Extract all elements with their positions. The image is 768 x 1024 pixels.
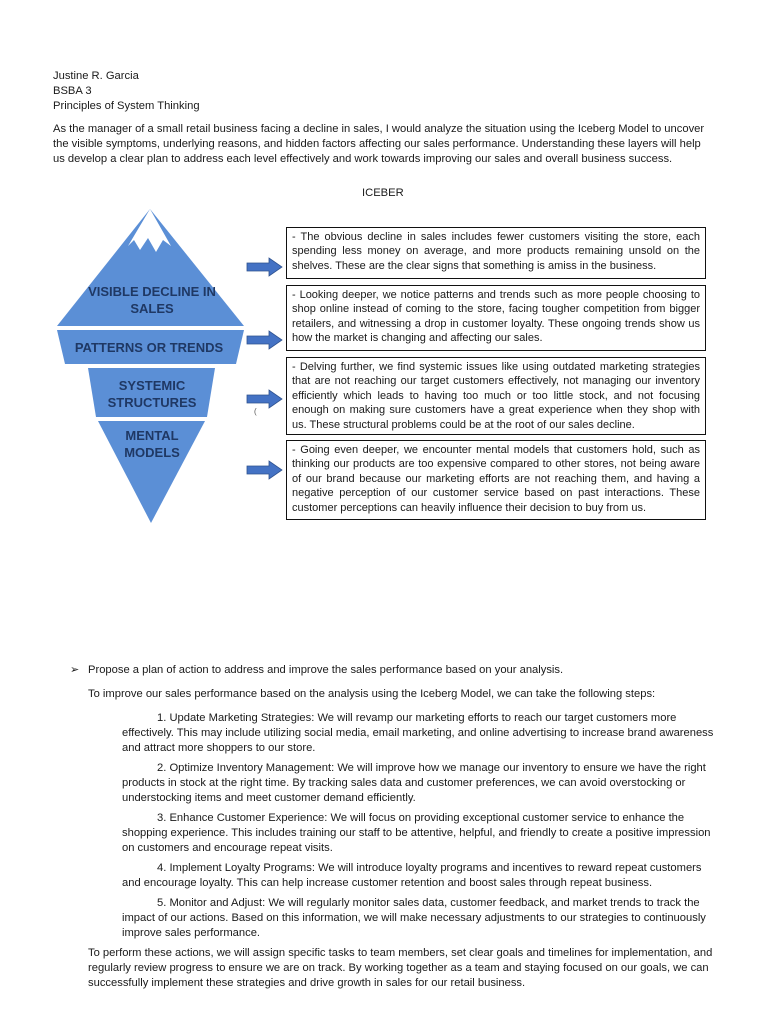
explanation-box-systemic: - Delving further, we find systemic issues like using outdated marketing strategies that are not reaching our target customers effectively, not managing our inventory efficiently which leads to having too much or too little stock, and not focusing enough on making sure customers have a great experience when they shop with us. These structural problems could be at the root of our sales decline.	[286, 357, 706, 435]
plan-steps-list	[70, 711, 720, 941]
layer-label-visible-line1: VISIBLE DECLINE IN	[88, 284, 216, 299]
arrow-icon	[247, 258, 282, 276]
author-section: BSBA 3	[53, 85, 92, 97]
stray-mark: (	[254, 407, 257, 416]
plan-step: 3. Enhance Customer Experience: We will focus on providing exceptional customer service to enhance the shopping experience. This includes training our staff to be attentive, helpful, and friendly to create a positive impression on customers and encourage repeat visits.	[122, 812, 711, 854]
author-name: Justine R. Garcia	[53, 70, 139, 82]
plan-step: 5. Monitor and Adjust: We will regularly monitor sales data, customer feedback, and market trends to track the impact of our actions. Based on this information, we will make necessary adjustments to our strategies to continuously improve sales performance.	[122, 897, 706, 939]
intro-paragraph: As the manager of a small retail business facing a decline in sales, I would analyze the situation using the Iceberg Model to uncover the visible symptoms, underlying reasons, and hidden factors affecting our sales performance. Understanding these layers will help us develop a clear plan to address each level effectively and work towards improving our sales and overall business success.	[53, 123, 705, 165]
arrow-icon	[247, 331, 282, 349]
plan-step: 1. Update Marketing Strategies: We will revamp our marketing efforts to reach our target customers more effectively. This may include utilizing social media, email marketing, and online advertising to increase brand awareness and attract more shoppers to our store.	[122, 712, 714, 754]
plan-step: 2. Optimize Inventory Management: We will improve how we manage our inventory to ensure we have the right products in stock at the right time. By tracking sales data and customer preferences, we can avoid overstocking or understocking items and meet customer demand efficiently.	[122, 762, 706, 804]
plan-question	[70, 663, 720, 678]
plan-question-text: Propose a plan of action to address and improve the sales performance based on your analysis.	[88, 664, 564, 676]
action-plan-section	[70, 663, 720, 991]
explanation-box-patterns: - Looking deeper, we notice patterns and trends such as more people choosing to shop online instead of coming to the store, facing tougher competition from bigger retailers, and witnessing a drop in customer loyalty. These ongoing trends show us how the market is changing and affecting our sales.	[286, 285, 706, 351]
arrow-icon	[247, 461, 282, 479]
layer-label-mental-line1: MENTAL	[125, 428, 179, 443]
diagram-title: ICEBER	[362, 187, 404, 199]
plan-closing: To perform these actions, we will assign specific tasks to team members, set clear goals and timelines for implementation, and regularly review progress to ensure we are on track. By working together as a team and staying focused on our goals, we can successfully implement these strategies and drive growth in sales for our retail business.	[88, 947, 713, 989]
course-name: Principles of System Thinking	[53, 100, 200, 112]
plan-step: 4. Implement Loyalty Programs: We will introduce loyalty programs and incentives to reward repeat customers and encourage loyalty. This can help increase customer retention and boost sales through repeat business.	[122, 862, 702, 889]
arrow-bullet-icon: ➢	[70, 664, 80, 676]
layer-label-mental-line2: MODELS	[124, 445, 180, 460]
explanation-box-visible: - The obvious decline in sales includes fewer customers visiting the store, each spending less money on average, and more products remaining unsold on the shelves. These are the clear signs that something is amiss in the business.	[286, 227, 706, 279]
layer-label-visible-line2: SALES	[130, 301, 174, 316]
layer-label-systemic-line2: STRUCTURES	[107, 395, 197, 410]
plan-lead: To improve our sales performance based on the analysis using the Iceberg Model, we can take the following steps:	[88, 688, 656, 700]
explanation-box-mental: - Going even deeper, we encounter mental models that customers hold, such as thinking our products are too expensive compared to other stores, not being aware of our brand because our marketing efforts are not reaching them, and having a negative perception of our customer service based on past interactions. These customer perceptions can heavily influence their decision to buy from us.	[286, 440, 706, 520]
arrow-icon	[247, 390, 282, 408]
layer-label-systemic-line1: SYSTEMIC	[118, 378, 186, 393]
layer-label-patterns: PATTERNS OR TRENDS	[74, 340, 224, 355]
